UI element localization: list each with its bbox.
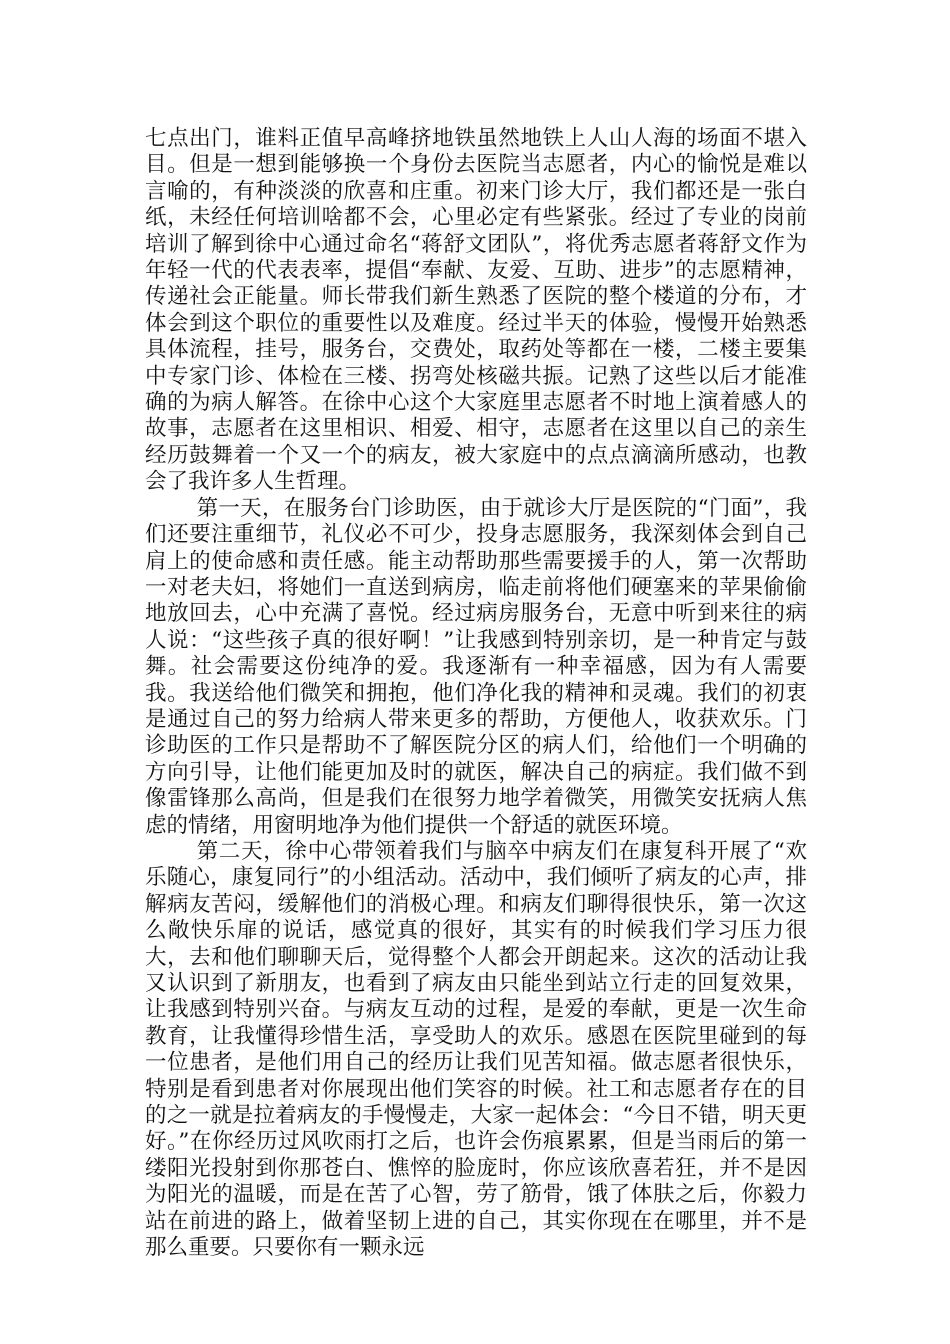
paragraph-3: 第二天，徐中心带领着我们与脑卒中病友们在康复科开展了“欢乐随心，康复同行”的小组活动。活动中，我们倾听了病友的心声，排解病友苦闷，缓解他们的消极心理。和病友们聊得很快乐，第一次这么敞快乐扉的说话，感觉真的很好，其实有的时候我们学习压力很大，去和他们聊聊天后，觉得整个人都会开朗起来。这次的活动让我又认识到了新朋友，也看到了病友由只能坐到站立行走的回复效果，让我感到特别兴奋。与病友互动的过程，是爱的奉献，更是一次生命教育，让我懂得珍惜生活，享受助人的欢乐。感恩在医院里碰到的每一位患者，是他们用自己的经历让我们见苦知福。做志愿者很快乐，特别是看到患者对你展现出他们笑容的时候。社工和志愿者存在的目的之一就是拉着病友的手慢慢走，大家一起体会：“今日不错，明天更好。”在你经历过风吹雨打之后，也许会伤痕累累，但是当雨后的第一缕阳光投射到你那苍白、憔悴的脸庞时，你应该欣喜若狂，并不是因为阳光的温暖，而是在苦了心智，劳了筋骨，饿了体肤之后，你毅力站在前进的路上，做着坚韧上进的自己，其实你现在在哪里，并不是那么重要。只要你有一颗永远 xyxy=(145,838,807,1261)
paragraph-2: 第一天，在服务台门诊助医，由于就诊大厅是医院的“门面”，我们还要注重细节，礼仪必不可少，投身志愿服务，我深刻体会到自己肩上的使命感和责任感。能主动帮助那些需要援手的人，第一次帮助一对老夫妇，将她们一直送到病房，临走前将他们硬塞来的苹果偷偷地放回去，心中充满了喜悦。经过病房服务台，无意中听到来往的病人说：“这些孩子真的很好啊！”让我感到特别亲切，是一种肯定与鼓舞。社会需要这份纯净的爱。我逐渐有一种幸福感，因为有人需要我。我送给他们微笑和拥抱，他们净化我的精神和灵魂。我们的初衷是通过自己的努力给病人带来更多的帮助，方便他人，收获欢乐。门诊助医的工作只是帮助不了解医院分区的病人们，给他们一个明确的方向引导，让他们能更加及时的就医，解决自己的病症。我们做不到像雷锋那么高尚，但是我们在很努力地学着微笑，用微笑安抚病人焦虑的情绪，用窗明地净为他们提供一个舒适的就医环境。 xyxy=(145,495,807,838)
body-text xyxy=(145,126,807,1261)
paragraph-1: 七点出门，谁料正值早高峰挤地铁虽然地铁上人山人海的场面不堪入目。但是一想到能够换一个身份去医院当志愿者，内心的愉悦是难以言喻的，有种淡淡的欣喜和庄重。初来门诊大厅，我们都还是一张白纸，未经任何培训啥都不会，心里必定有些紧张。经过了专业的岗前培训了解到徐中心通过命名“蒋舒文团队”，将优秀志愿者蒋舒文作为年轻一代的代表表率，提倡“奉献、友爱、互助、进步”的志愿精神，传递社会正能量。师长带我们新生熟悉了医院的整个楼道的分布，才体会到这个职位的重要性以及难度。经过半天的体验，慢慢开始熟悉具体流程，挂号，服务台，交费处，取药处等都在一楼，二楼主要集中专家门诊、体检在三楼、拐弯处核磁共振。记熟了这些以后才能准确的为病人解答。在徐中心这个大家庭里志愿者不时地上演着感人的故事，志愿者在这里相识、相爱、相守，志愿者在这里以自己的亲生经历鼓舞着一个又一个的病友，被大家庭中的点点滴滴所感动，也教会了我许多人生哲理。 xyxy=(145,126,807,495)
